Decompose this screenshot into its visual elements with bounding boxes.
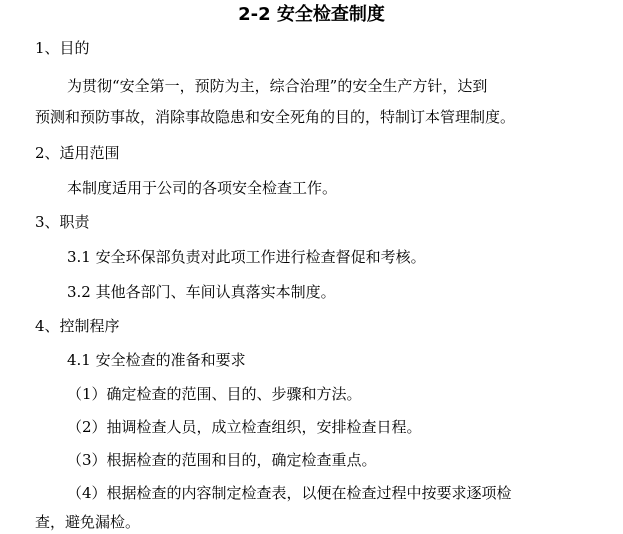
section-4-heading: 4、控制程序 bbox=[35, 317, 120, 335]
section-3-item-1: 3.1 安全环保部负责对此项工作进行检查督促和考核。 bbox=[67, 248, 426, 266]
section-4-item-4-line-1: （4）根据检查的内容制定检查表，以便在检查过程中按要求逐项检 bbox=[67, 484, 512, 502]
section-2-paragraph: 本制度适用于公司的各项安全检查工作。 bbox=[67, 179, 338, 197]
section-3-item-2: 3.2 其他各部门、车间认真落实本制度。 bbox=[67, 283, 336, 301]
section-4-subheading-4-1: 4.1 安全检查的准备和要求 bbox=[67, 351, 246, 369]
section-4-item-4-line-2: 查，避免漏检。 bbox=[35, 513, 141, 531]
section-1-heading: 1、目的 bbox=[35, 39, 90, 57]
section-2-heading: 2、适用范围 bbox=[35, 144, 120, 162]
section-4-item-3: （3）根据检查的范围和目的，确定检查重点。 bbox=[67, 451, 377, 469]
section-1-paragraph-line-1: 为贯彻“安全第一，预防为主，综合治理”的安全生产方针，达到 bbox=[67, 77, 488, 95]
section-1-paragraph-line-2: 预测和预防事故，消除事故隐患和安全死角的目的，特制订本管理制度。 bbox=[35, 108, 516, 126]
section-3-heading: 3、职责 bbox=[35, 213, 90, 231]
section-4-item-2: （2）抽调检查人员，成立检查组织，安排检查日程。 bbox=[67, 418, 422, 436]
document-title: 2-2 安全检查制度 bbox=[238, 4, 385, 25]
section-4-item-1: （1）确定检查的范围、目的、步骤和方法。 bbox=[67, 385, 362, 403]
